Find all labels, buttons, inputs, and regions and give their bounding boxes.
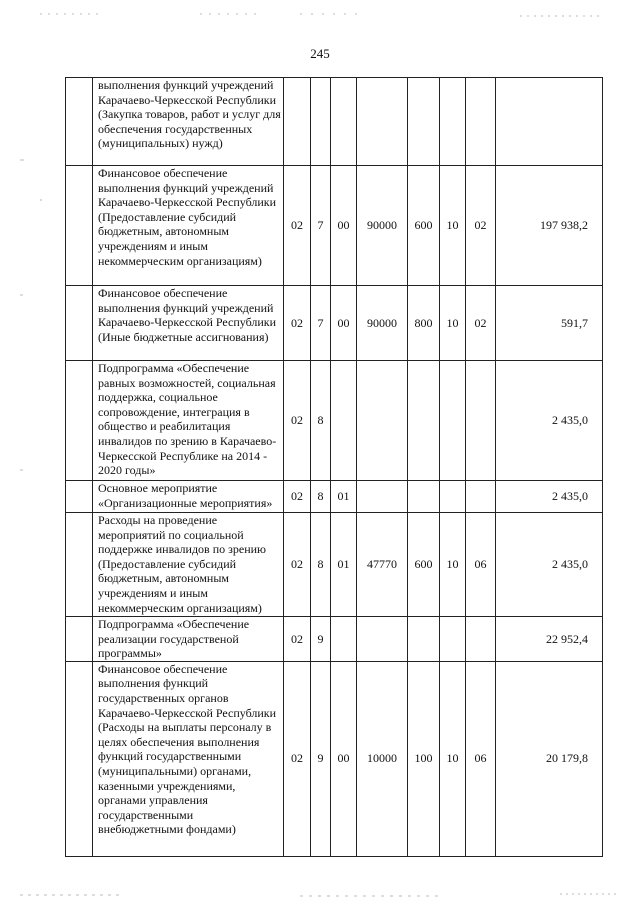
row-number-cell [66, 617, 93, 662]
code-direction: 47770 [357, 513, 408, 617]
code-subsection [466, 617, 496, 662]
code-subprogram: 7 [311, 166, 331, 286]
code-direction: 90000 [357, 286, 408, 361]
table-row [66, 481, 603, 513]
code-expense-type: 800 [408, 286, 440, 361]
code-section: 10 [440, 166, 466, 286]
row-amount: 2 435,0 [496, 361, 603, 481]
row-amount: 591,7 [496, 286, 603, 361]
row-name: Финансовое обеспечение выполнения функций учреждений Карачаево-Черкесской Республики (Предоставление субсидий бюджетным, автономным учреждениям и иным некоммерческим организациям) [93, 166, 284, 286]
table-row [66, 661, 603, 856]
row-number-cell [66, 166, 93, 286]
code-section: 10 [440, 513, 466, 617]
code-expense-type [408, 361, 440, 481]
code-event: 01 [331, 513, 357, 617]
code-section [440, 617, 466, 662]
code-expense-type [408, 481, 440, 513]
code-expense-type [408, 78, 440, 166]
code-subsection [466, 481, 496, 513]
code-subprogram: 7 [311, 286, 331, 361]
row-name: Основное мероприятие «Организационные мероприятия» [93, 481, 284, 513]
row-number-cell [66, 286, 93, 361]
row-name: выполнения функций учреждений Карачаево-Черкесской Республики (Закупка товаров, работ и услуг для обеспечения государственных (муниципальных) нужд) [93, 78, 284, 166]
budget-table [65, 77, 603, 857]
code-subprogram: 8 [311, 513, 331, 617]
code-event [331, 617, 357, 662]
row-name: Финансовое обеспечение выполнения функций государственных органов Карачаево-Черкесской Республики (Расходы на выплаты персоналу в целях обеспечения выполнения функций государственными (муниципальными) органами, казенными учреждениями, органами управления государственными внебюджетными фондами) [93, 661, 284, 856]
code-program: 02 [284, 661, 311, 856]
code-subprogram: 8 [311, 361, 331, 481]
code-direction [357, 481, 408, 513]
row-number-cell [66, 513, 93, 617]
code-direction: 90000 [357, 166, 408, 286]
code-subsection: 06 [466, 513, 496, 617]
code-program: 02 [284, 166, 311, 286]
row-number-cell [66, 78, 93, 166]
row-number-cell [66, 361, 93, 481]
code-program: 02 [284, 481, 311, 513]
code-direction [357, 617, 408, 662]
code-event: 01 [331, 481, 357, 513]
code-subsection [466, 361, 496, 481]
page-number: 245 [310, 46, 330, 61]
code-section [440, 481, 466, 513]
code-event [331, 78, 357, 166]
code-event: 00 [331, 286, 357, 361]
code-program: 02 [284, 361, 311, 481]
table-row [66, 513, 603, 617]
table-row [66, 166, 603, 286]
code-expense-type [408, 617, 440, 662]
row-amount: 20 179,8 [496, 661, 603, 856]
row-number-cell [66, 661, 93, 856]
code-program: 02 [284, 286, 311, 361]
table-row [66, 617, 603, 662]
code-program: 02 [284, 617, 311, 662]
row-amount: 22 952,4 [496, 617, 603, 662]
row-name: Подпрограмма «Обеспечение равных возможностей, социальная поддержка, социальное сопровождение, интеграция в общество и реабилитация инвалидов по зрению в Карачаево-Черкесской Республике на 2014 - 2020 годы» [93, 361, 284, 481]
row-amount: 197 938,2 [496, 166, 603, 286]
code-program [284, 78, 311, 166]
row-amount: 2 435,0 [496, 481, 603, 513]
row-amount: 2 435,0 [496, 513, 603, 617]
row-name: Расходы на проведение мероприятий по социальной поддержке инвалидов по зрению (Предоставление субсидий бюджетным, автономным учреждениям и иным некоммерческим организациям) [93, 513, 284, 617]
code-direction [357, 78, 408, 166]
table-row [66, 286, 603, 361]
row-name: Подпрограмма «Обеспечение реализации государственой программы» [93, 617, 284, 662]
code-subsection: 06 [466, 661, 496, 856]
code-subprogram: 9 [311, 617, 331, 662]
code-event [331, 361, 357, 481]
code-subsection: 02 [466, 166, 496, 286]
code-event: 00 [331, 661, 357, 856]
code-subprogram: 8 [311, 481, 331, 513]
code-direction [357, 361, 408, 481]
code-subsection: 02 [466, 286, 496, 361]
code-subprogram [311, 78, 331, 166]
code-program: 02 [284, 513, 311, 617]
code-expense-type: 600 [408, 513, 440, 617]
code-section [440, 78, 466, 166]
table-row [66, 361, 603, 481]
code-expense-type: 100 [408, 661, 440, 856]
code-subsection [466, 78, 496, 166]
code-subprogram: 9 [311, 661, 331, 856]
code-section: 10 [440, 661, 466, 856]
code-section [440, 361, 466, 481]
code-event: 00 [331, 166, 357, 286]
table-row [66, 78, 603, 166]
code-direction: 10000 [357, 661, 408, 856]
row-name: Финансовое обеспечение выполнения функций учреждений Карачаево-Черкесской Республики (Иные бюджетные ассигнования) [93, 286, 284, 361]
row-number-cell [66, 481, 93, 513]
code-section: 10 [440, 286, 466, 361]
code-expense-type: 600 [408, 166, 440, 286]
row-amount [496, 78, 603, 166]
